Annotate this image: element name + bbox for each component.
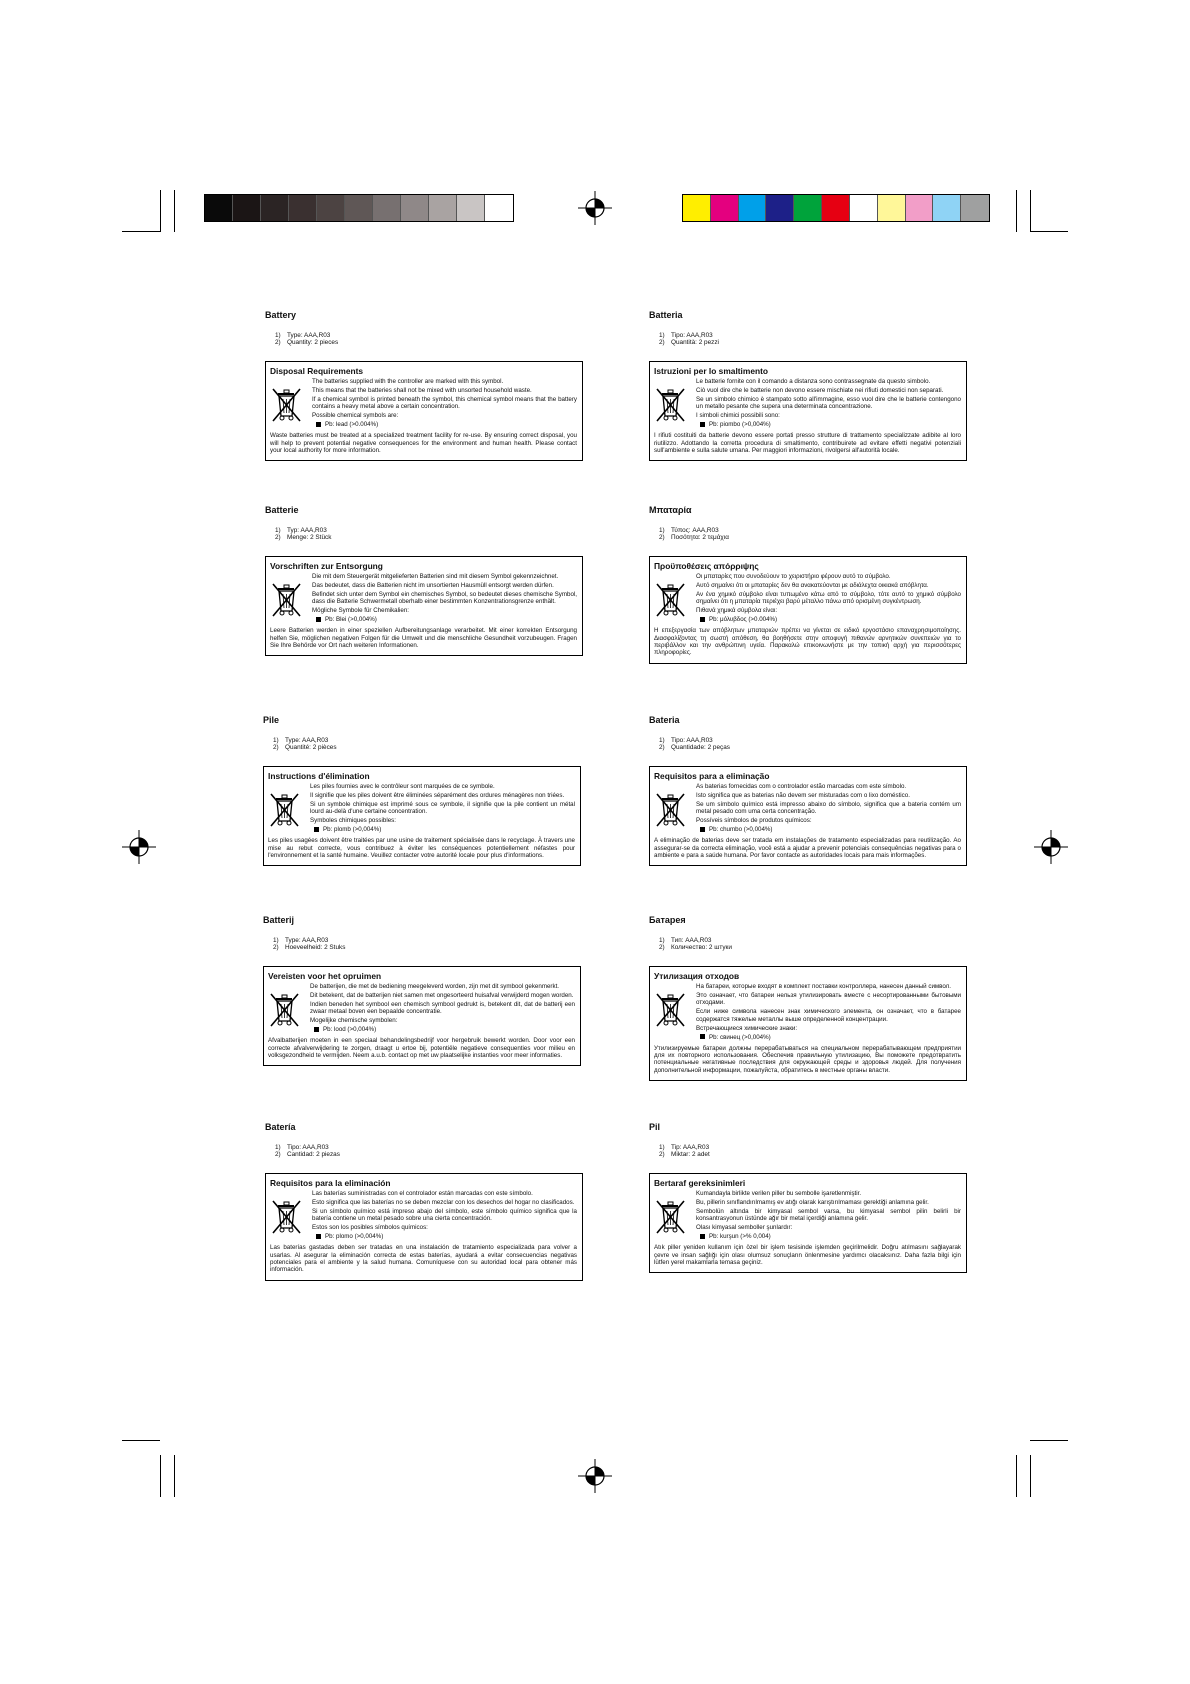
instruction-line: Possíveis símbolos de produtos químicos: [696,817,812,825]
color-swatch [317,195,345,221]
instruction-line: Possible chemical symbols are: [312,412,399,420]
item-text: Type: AAA,R03 [287,332,331,339]
spec-item [649,1151,967,1158]
disposal-title: Istruzioni per lo smaltimento [654,365,769,376]
instruction-line: Οι μπαταρίες που συνοδεύουν το χειριστήριο φέρουν αυτό το σύμβολο. [696,572,891,580]
instruction-line: Si un symbole chimique est imprimé sous ce symbole, il signifie que la pile contient un métal lourd au-delà d'une certaine concentration. [310,800,575,816]
disposal-box [263,966,581,1067]
instruction-line: Sembolün altında bir kimyasal sembol varsa, bu kimyasal sembol pilin belirli bir konsantrasyonun üstünde ağır bir metal içerdiği anlamına gelir. [696,1207,961,1223]
chemical-symbol-entry [312,421,577,428]
spec-list [649,1144,967,1159]
spec-item [649,737,967,744]
recycling-note: Afvalbatterijen moeten in een speciaal behandelingsbedrijf voor hergebruik bewerkt worden. Door voor een correcte afvalverwijdering te zorgen, draagt u ertoe bij, potentiële negatieve consequenties voor milieu en volksgezondheid te vermijden. Neem a.u.b. contact op met uw plaatselijke instanties voor meer informaties. [268,1037,575,1060]
instruction-line: Si un símbolo químico está impreso abajo del símbolo, este símbolo químico significa que la batería contiene un metal pesado sobre una cierta concentración. [312,1207,577,1223]
spec-list [649,937,967,952]
color-swatch [205,195,233,221]
item-text: Тип: AAA,R03 [671,937,712,944]
spec-list [649,737,967,752]
disposal-instructions [312,573,577,625]
item-text: Tip: AAA,R03 [671,1144,710,1151]
bullet-square-icon [316,1234,321,1239]
spec-item [649,534,967,541]
instruction-line: Les piles fournies avec le contrôleur sont marquées de ce symbole. [310,782,495,790]
battery-section [265,1122,583,1281]
item-text: Quantité: 2 pièces [285,744,337,752]
registration-mark-bottom [578,1459,612,1493]
chemical-symbol-text: Pb: plomo (>0,004%) [325,1233,384,1241]
chemical-symbol-text: Pb: свинец (>0,004%) [709,1033,771,1041]
item-number: 1) [659,527,665,534]
disposal-title: Requisitos para a eliminação [654,770,770,781]
item-text: Type: AAA,R03 [285,737,329,744]
item-number: 1) [275,527,281,534]
instruction-line: Se un simbolo chimico è stampato sotto all'immagine, esso vuol dire che le batterie contengono un metallo pesante che supera una determinata concentrazione. [696,395,961,411]
color-swatch [878,195,906,221]
chemical-symbol-entry [312,616,577,623]
grayscale-color-bar [204,194,514,222]
spec-item [263,937,581,944]
instruction-line: Αυτό σημαίνει ότι οι μπαταρίες δεν θα ανακατεύονται με αδιάλεχτα οικιακά απόβλητα. [696,581,929,589]
item-text: Typ: AAA,R03 [287,527,327,534]
registration-mark-left [122,830,156,864]
battery-section [265,310,583,461]
battery-section [649,310,967,461]
color-swatch [485,195,513,221]
registration-mark-top [578,191,612,225]
disposal-box [649,1173,967,1274]
item-text: Miktar: 2 adet [671,1151,710,1159]
color-swatch [401,195,429,221]
color-swatch [906,195,934,221]
item-text: Ποσότητα: 2 τεμάχια [671,534,729,542]
instruction-line: This means that the batteries shall not be mixed with unsorted household waste. [312,386,532,394]
instruction-line: Isto significa que as baterias não devem ser misturadas com o lixo doméstico. [696,791,910,799]
item-text: Quantity: 2 pieces [287,339,339,347]
bullet-square-icon [700,422,705,427]
item-text: Hoeveelheid: 2 Stuks [285,944,346,952]
instruction-line: Das bedeutet, dass die Batterien nicht im unsortierten Hausmüll entsorgt werden dürfen. [312,581,554,589]
crossed-out-wheelie-bin-icon [270,1196,304,1236]
battery-section [649,1122,967,1273]
instruction-line: Πιθανά χημικά σύμβολα είναι: [696,607,778,615]
section-heading: Bateria [649,715,680,725]
recycling-note: Atık piller yeniden kullanım için özel bir işlem tesisinde işlemden geçirilmelidir. Doğru atılmasını sağlayarak çevre ve insan sağlığı için olası olumsuz sonuçların önlenmesine yardımcı olacaksınız. Daha fazla bilgi için lütfen yerel makamlarla temasa geçiniz. [654,1244,961,1267]
chemical-symbol-text: Pb: plomb (>0,004%) [323,826,382,834]
recycling-note: Waste batteries must be treated at a specialized treatment facility for re-use. By ensuring correct disposal, you will help to prevent potential negative consequences for the environment and human health. Please contact your local authority for more information. [270,432,577,455]
disposal-box [649,361,967,462]
bullet-square-icon [700,617,705,622]
color-swatch [345,195,373,221]
crossed-out-wheelie-bin-icon [270,579,304,619]
item-text: Tipo: AAA,R03 [671,332,713,339]
instruction-line: Ciò vuol dire che le batterie non devono essere mischiate nei rifiuti domestici non separati. [696,386,944,394]
instruction-line: Это означает, что батареи нельзя утилизировать вместе с несортированными бытовыми отходами. [696,991,961,1007]
crossed-out-wheelie-bin-icon [654,579,688,619]
color-swatch [289,195,317,221]
spec-item [265,1144,583,1151]
instruction-line: На батареи, которые входят в комплект поставки контроллера, нанесен данный символ. [696,982,952,990]
disposal-box [265,1173,583,1281]
item-number: 1) [275,332,281,339]
bullet-square-icon [316,422,321,427]
item-text: Τύπος: AAA,R03 [671,527,719,534]
spec-item [265,339,583,346]
item-number: 2) [659,744,665,752]
item-text: Количество: 2 штуки [671,944,732,952]
chemical-symbol-entry [310,1026,575,1033]
disposal-instructions [696,573,961,625]
section-heading: Pile [263,715,280,725]
spec-item [263,944,581,951]
disposal-title: Vereisten voor het opruimen [268,970,382,981]
recycling-note: A eliminação de baterias deve ser tratada em instalações de tratamento especializadas para reutilização. Ao assegurar-se da correcta eliminação, você está a ajudar a prevenir potenciais consequências negativas para o ambiente e para a saúde humana. Por favor contacte as autoridades locais para mais informações. [654,837,961,860]
instruction-line: Estos son los posibles símbolos químicos: [312,1224,428,1232]
chemical-symbol-entry [696,1034,961,1041]
battery-section [263,715,581,866]
item-number: 1) [275,1144,281,1151]
section-heading: Batterij [263,915,295,925]
color-swatch [822,195,850,221]
section-heading: Pil [649,1122,661,1132]
spec-item [649,332,967,339]
bullet-square-icon [314,1027,319,1032]
item-number: 1) [273,737,279,744]
instruction-line: Symboles chimiques possibles: [310,817,396,825]
recycling-note: I rifiuti costituiti da batterie devono essere portati presso strutture di trattamento specializzate adibite al loro riutilizzo. Adottando la corretta procedura di smaltimento, contribuirete ad evitare effetti negativi potenziali sull'ambiente e sulla salute umana. Per maggiori informazioni, rivolgersi all'autorità locale. [654,432,961,455]
instruction-line: Esto significa que las baterías no se deben mezclar con los desechos del hogar no clasificados. [312,1198,575,1206]
color-swatch [373,195,401,221]
disposal-instructions [696,783,961,835]
item-number: 2) [273,744,279,752]
color-swatch [429,195,457,221]
spec-item [263,744,581,751]
instruction-line: Bu, pillerin sınıflandırılmamış ev atığı olarak karıştırılmaması gerektiği anlamına gelir. [696,1198,929,1206]
color-swatch [961,195,989,221]
spec-list [263,937,581,952]
registration-mark-right [1034,830,1068,864]
item-text: Type: AAA,R03 [285,937,329,944]
disposal-box [263,766,581,867]
chemical-symbol-entry [696,1233,961,1240]
chemical-symbol-text: Pb: kurşun (>% 0,004) [709,1233,771,1241]
instruction-line: As baterias fornecidas com o controlador estão marcadas com este símbolo. [696,782,907,790]
disposal-instructions [310,983,575,1035]
spec-item [649,1144,967,1151]
instruction-line: De batterijen, die met de bediening meegeleverd worden, zijn met dit symbool gekenmerkt. [310,982,560,990]
item-number: 1) [659,737,665,744]
battery-section [649,715,967,866]
color-swatch [850,195,878,221]
chemical-symbol-text: Pb: piombo (>0,004%) [709,421,771,429]
item-number: 2) [659,944,665,952]
chemical-symbol-entry [696,421,961,428]
disposal-title: Disposal Requirements [270,365,364,376]
bullet-square-icon [700,827,705,832]
battery-section [649,505,967,664]
disposal-title: Vorschriften zur Entsorgung [270,560,383,571]
crossed-out-wheelie-bin-icon [654,789,688,829]
color-swatch [766,195,794,221]
item-text: Tipo: AAA,R03 [671,737,713,744]
item-text: Menge: 2 Stück [287,534,332,542]
item-text: Quantità: 2 pezzi [671,339,719,347]
disposal-title: Утилизация отходов [654,970,740,981]
spec-item [265,534,583,541]
item-number: 1) [659,1144,665,1151]
chemical-symbol-entry [696,826,961,833]
disposal-title: Requisitos para la eliminación [270,1177,391,1188]
spec-list [649,332,967,347]
spec-item [265,527,583,534]
disposal-instructions [696,983,961,1043]
recycling-note: Las baterías gastadas deben ser tratadas en una instalación de tratamiento especializada para volver a usarlas. Al asegurar la eliminación correcta de estas baterías, ayudará a evitar consecuencias negativas potenciales para el ambiente y la salud humana. Comuníquese con su autoridad local para obtener más información. [270,1244,577,1274]
disposal-title: Προϋποθέσεις απόρριψης [654,560,759,571]
instruction-line: I simboli chimici possibili sono: [696,412,780,420]
bullet-square-icon [314,827,319,832]
bullet-square-icon [700,1034,705,1039]
disposal-instructions [312,378,577,430]
instruction-line: Die mit dem Steuergerät mitgelieferten Batterien sind mit diesem Symbol gekennzeichnet. [312,572,559,580]
chemical-symbol-text: Pb: μόλυβδος (>0.004%) [709,616,778,624]
instruction-line: Indien beneden het symbool een chemisch symbool gedrukt is, betekent dit, dat de batterij een zwaar metaal boven een bepaalde concentratie. [310,1000,575,1016]
spec-list [265,1144,583,1159]
battery-section [265,505,583,656]
recycling-note: Η επεξεργασία των απόβλητων μπαταριών πρέπει να γίνεται σε ειδικό εργοστάσιο επαναχρησιμοποίησης. Διασφαλίζοντας τη σωστή απόθεση, θα βοηθήσετε στην αποφυγή πιθανών αρνητικών συνεπειών για το περιβάλλον και την ανθρώπινη υγεία. Παρακαλώ επικοινωνήστε με την τοπική αρχή για περισσότερες πληροφορίες. [654,627,961,657]
instruction-line: Se um símbolo químico está impresso abaixo do símbolo, significa que a bateria contém um metal pesado com uma certa concentração. [696,800,961,816]
battery-section [263,915,581,1066]
disposal-box [649,556,967,664]
instruction-line: Встречающиеся химические знаки: [696,1024,798,1032]
color-swatch [683,195,711,221]
spec-list [263,737,581,752]
spec-list [265,527,583,542]
section-heading: Batterie [265,505,299,515]
instruction-line: Olası kimyasal semboller şunlardır: [696,1224,793,1232]
instruction-line: Befindet sich unter dem Symbol ein chemisches Symbol, so bedeutet dieses chemische Symbol, dass die Batterie Schwermetall oberhalb einer bestimmten Konzentrationsgrenze enthält. [312,590,577,606]
chemical-symbol-entry [696,616,961,623]
disposal-box [265,556,583,657]
instruction-line: Αν ένα χημικό σύμβολο είναι τυπωμένο κάτω από το σύμβολο, τότε αυτό το χημικό σύμβολο σημαίνει ότι η μπαταρία περιέχει βαρύ μέταλλο πάνω από ορισμένη συγκέντρωση. [696,590,961,606]
section-heading: Batteria [649,310,683,320]
disposal-instructions [312,1190,577,1242]
instruction-line: Las baterías suministradas con el controlador están marcadas con este símbolo. [312,1189,533,1197]
item-text: Quantidade: 2 peças [671,744,730,752]
instruction-line: Mogelijke chemische symbolen: [310,1017,398,1025]
instruction-line: Il signifie que les piles doivent être éliminées séparément des ordures ménagères non triées. [310,791,565,799]
item-number: 2) [659,339,665,347]
recycling-note: Les piles usagées doivent être traitées par une usine de traitement spécialisée dans le recyclage. À travers une mise au rebut correcte, vous contribuez à éviter les conséquences potentiellement néfastes pour l'environnement et la santé humaine. Veuillez contacter votre autorité locale pour plus d'informations. [268,837,575,860]
chemical-symbol-entry [310,826,575,833]
spec-item [649,339,967,346]
disposal-instructions [696,378,961,430]
instruction-line: Если ниже символа нанесен знак химического элемента, он означает, что в батарее содержатся тяжелые металлы выше определенной концентрации. [696,1008,961,1023]
item-number: 2) [275,339,281,347]
crossed-out-wheelie-bin-icon [270,384,304,424]
instruction-line: If a chemical symbol is printed beneath the symbol, this chemical symbol means that the battery contains a heavy metal above a certain concentration. [312,395,577,411]
color-swatch [457,195,485,221]
item-text: Cantidad: 2 piezas [287,1151,340,1159]
color-swatch [739,195,767,221]
disposal-title: Instructions d'élimination [268,770,370,781]
section-heading: Batería [265,1122,296,1132]
section-heading: Μπαταρία [649,505,692,515]
instruction-line: Dit betekent, dat de batterijen niet samen met ongesorteerd huisafval verwijderd mogen worden. [310,991,574,999]
item-number: 2) [659,1151,665,1159]
item-number: 2) [275,1151,281,1159]
color-swatch [794,195,822,221]
recycling-note: Утилизируемые батареи должны перерабатываться на специальном перерабатывающем предприятии для их повторного использования. Обеспечив правильную утилизацию, Вы поможете предотвратить потенциальные негативные последствия для окружающей среды и здоровья людей. Для получения дополнительной информации, пожалуйста, обратитесь в местные органы власти. [654,1044,961,1074]
instruction-line: Mögliche Symbole für Chemikalien: [312,607,409,615]
spec-item [649,937,967,944]
bullet-square-icon [316,617,321,622]
crossed-out-wheelie-bin-icon [654,384,688,424]
chemical-symbol-text: Pb: chumbo (>0,004%) [709,826,773,834]
crossed-out-wheelie-bin-icon [654,1196,688,1236]
disposal-box [265,361,583,462]
crossed-out-wheelie-bin-icon [654,989,688,1029]
spec-item [649,944,967,951]
bullet-square-icon [700,1234,705,1239]
instruction-line: Kumandayla birlikte verilen piller bu sembolle işaretlenmiştir. [696,1189,862,1197]
disposal-box [649,966,967,1081]
spec-list [649,527,967,542]
section-heading: Батарея [649,915,686,925]
recycling-note: Leere Batterien werden in einer speziellen Aufbereitungsanlage verarbeitet. Mit einer korrekten Entsorgung helfen Sie, möglichen negativen Folgen für die Umwelt und die menschliche Gesundheit vorzubeugen. Fragen Sie Ihre Behörde vor Ort nach weiteren Informationen. [270,627,577,650]
instruction-line: Le batterie fornite con il comando a distanza sono contrassegnate da questo simbolo. [696,377,931,385]
spec-item [649,744,967,751]
item-number: 2) [273,944,279,952]
spec-item [263,737,581,744]
color-swatch [261,195,289,221]
color-swatch [711,195,739,221]
item-number: 2) [275,534,281,542]
chemical-symbol-entry [312,1233,577,1240]
crossed-out-wheelie-bin-icon [268,789,302,829]
spec-item [265,332,583,339]
item-text: Tipo: AAA,R03 [287,1144,329,1151]
item-number: 1) [659,332,665,339]
disposal-title: Bertaraf gereksinimleri [654,1177,746,1188]
crossed-out-wheelie-bin-icon [268,989,302,1029]
disposal-instructions [310,783,575,835]
item-number: 1) [659,937,665,944]
chemical-symbol-text: Pb: Blei (>0,004%) [325,616,377,624]
spec-list [265,332,583,347]
process-color-bar [682,194,990,222]
section-heading: Battery [265,310,297,320]
disposal-box [649,766,967,867]
battery-section [649,915,967,1081]
spec-item [265,1151,583,1158]
chemical-symbol-text: Pb: lood (>0,004%) [323,1026,377,1034]
chemical-symbol-text: Pb: lead (>0.004%) [325,421,379,429]
disposal-instructions [696,1190,961,1242]
item-number: 1) [273,937,279,944]
instruction-line: The batteries supplied with the controller are marked with this symbol. [312,377,504,385]
color-swatch [933,195,961,221]
color-swatch [233,195,261,221]
item-number: 2) [659,534,665,542]
